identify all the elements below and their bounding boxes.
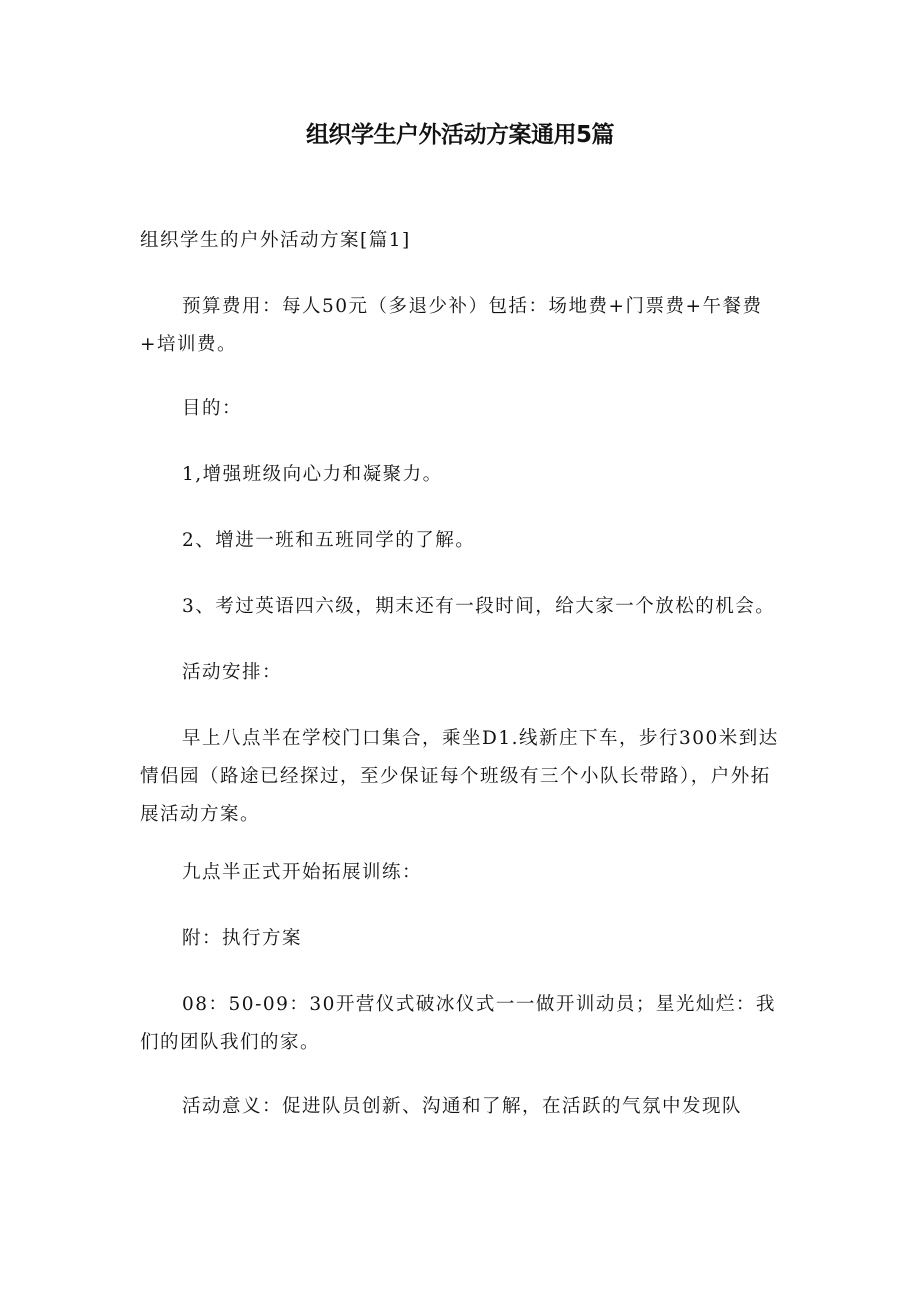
section-heading: 组织学生的户外活动方案[篇1] — [140, 230, 411, 251]
paragraph-training-start: 九点半正式开始拓展训练： — [182, 862, 423, 883]
paragraph-purpose-heading: 目的： — [182, 398, 243, 419]
paragraph-opening-ceremony: 08：50-09：30开营仪式破冰仪式一一做开训动员；星光灿烂：我们的团队我们的家。 — [140, 994, 776, 1053]
paragraph-appendix: 附：执行方案 — [182, 928, 303, 949]
document-title: 组织学生户外活动方案通用5篇 — [305, 122, 614, 148]
paragraph-activity-meaning: 活动意义：促进队员创新、沟通和了解，在活跃的气氛中发现队 — [182, 1096, 743, 1117]
paragraph-purpose-3: 3、考过英语四六级，期末还有一段时间，给大家一个放松的机会。 — [182, 596, 776, 617]
paragraph-purpose-2: 2、增进一班和五班同学的了解。 — [182, 530, 476, 551]
paragraph-budget: 预算费用：每人50元（多退少补）包括：场地费+门票费+午餐费+培训费。 — [140, 296, 763, 355]
paragraph-schedule-details: 早上八点半在学校门口集合，乘坐D1.线新庄下车，步行300米到达情侣园（路途已经探过，至少保证每个班级有三个小队长带路），户外拓展活动方案。 — [140, 728, 779, 825]
paragraph-schedule-heading: 活动安排： — [182, 662, 283, 683]
paragraph-purpose-1: 1,增强班级向心力和凝聚力。 — [182, 464, 443, 485]
